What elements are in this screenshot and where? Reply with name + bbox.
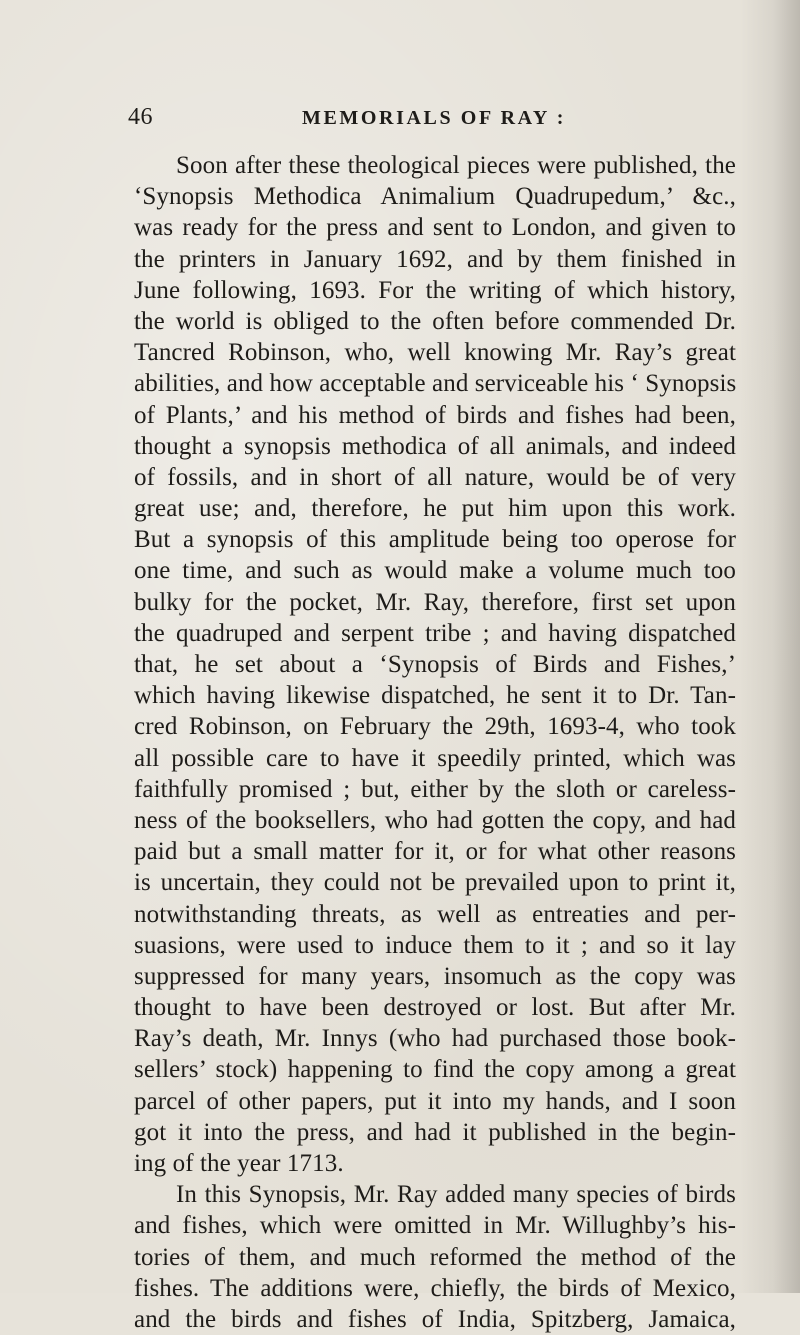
text-line: the printers in January 1692, and by them finished in [134,245,736,273]
text-line: was ready for the press and sent to London, and given to [134,214,736,242]
text-line: But a synopsis of this amplitude being too operose for [134,526,736,554]
text-line: and the birds and fishes of India, Spitzberg, Jamaica, [134,1305,736,1333]
text-line: thought to have been destroyed or lost. But after Mr. [134,994,736,1022]
text-line: of fossils, and in short of all nature, would be of very [134,463,736,491]
text-line: abilities, and how acceptable and serviceable his ‘ Synopsis [134,370,737,398]
body-text [134,150,736,1335]
text-line: great use; and, therefore, he put him upon this work. [134,495,736,523]
text-line: June following, 1693. For the writing of which history, [134,276,736,304]
text-line: which having likewise dispatched, he sent it to Dr. Tan- [134,682,736,710]
text-line: fishes. The additions were, chiefly, the birds of Mexico, [134,1274,736,1302]
text-line: got it into the press, and had it published in the begin- [134,1118,736,1146]
text-line: tories of them, and much reformed the method of the [134,1243,736,1271]
text-line: the world is obliged to the often before commended Dr. [134,307,736,335]
text-line: that, he set about a ‘Synopsis of Birds and Fishes,’ [134,651,736,678]
text-line: Ray’s death, Mr. Innys (who had purchased those book- [134,1025,736,1053]
text-line: faithfully promised ; but, either by the sloth or careless- [134,775,736,803]
text-line: parcel of other papers, put it into my hands, and I soon [134,1087,736,1115]
running-head-title: MEMORIALS OF RAY : [302,107,567,129]
text-line: of Plants,’ and his method of birds and fishes had been, [134,401,736,429]
text-line: ‘Synopsis Methodica Animalium Quadrupedum,’ &c., [134,183,736,211]
text-line: bulky for the pocket, Mr. Ray, therefore, first set upon [134,588,736,616]
text-line: sellers’ stock) happening to find the copy among a great [134,1056,736,1084]
text-line: suasions, were used to induce them to it ; and so it lay [134,931,736,959]
text-line: notwithstanding threats, as well as entreaties and per- [134,900,736,928]
text-line: and fishes, which were omitted in Mr. Willughby’s his- [134,1212,736,1240]
text-line: ness of the booksellers, who had gotten the copy, and had [134,806,736,834]
text-line: paid but a small matter for it, or for what other reasons [134,838,736,866]
text-line: In this Synopsis, Mr. Ray added many species of birds [176,1181,736,1209]
text-line: ing of the year 1713. [134,1150,344,1177]
text-line: cred Robinson, on February the 29th, 1693-4, who took [134,713,736,741]
text-line: one time, and such as would make a volume much too [134,557,736,585]
text-line: Tancred Robinson, who, well knowing Mr. Ray’s great [134,339,736,367]
text-line: suppressed for many years, insomuch as the copy was [134,962,736,990]
text-line: Soon after these theological pieces were published, the [176,152,736,179]
text-line: all possible care to have it speedily printed, which was [134,744,736,772]
page-number: 46 [128,104,153,130]
text-line: the quadruped and serpent tribe ; and having dispatched [134,619,736,647]
page-edge-shadow [740,0,800,1293]
text-line: thought a synopsis methodica of all animals, and indeed [134,432,736,460]
running-head [128,104,728,138]
text-line: is uncertain, they could not be prevailed upon to print it, [134,869,736,897]
